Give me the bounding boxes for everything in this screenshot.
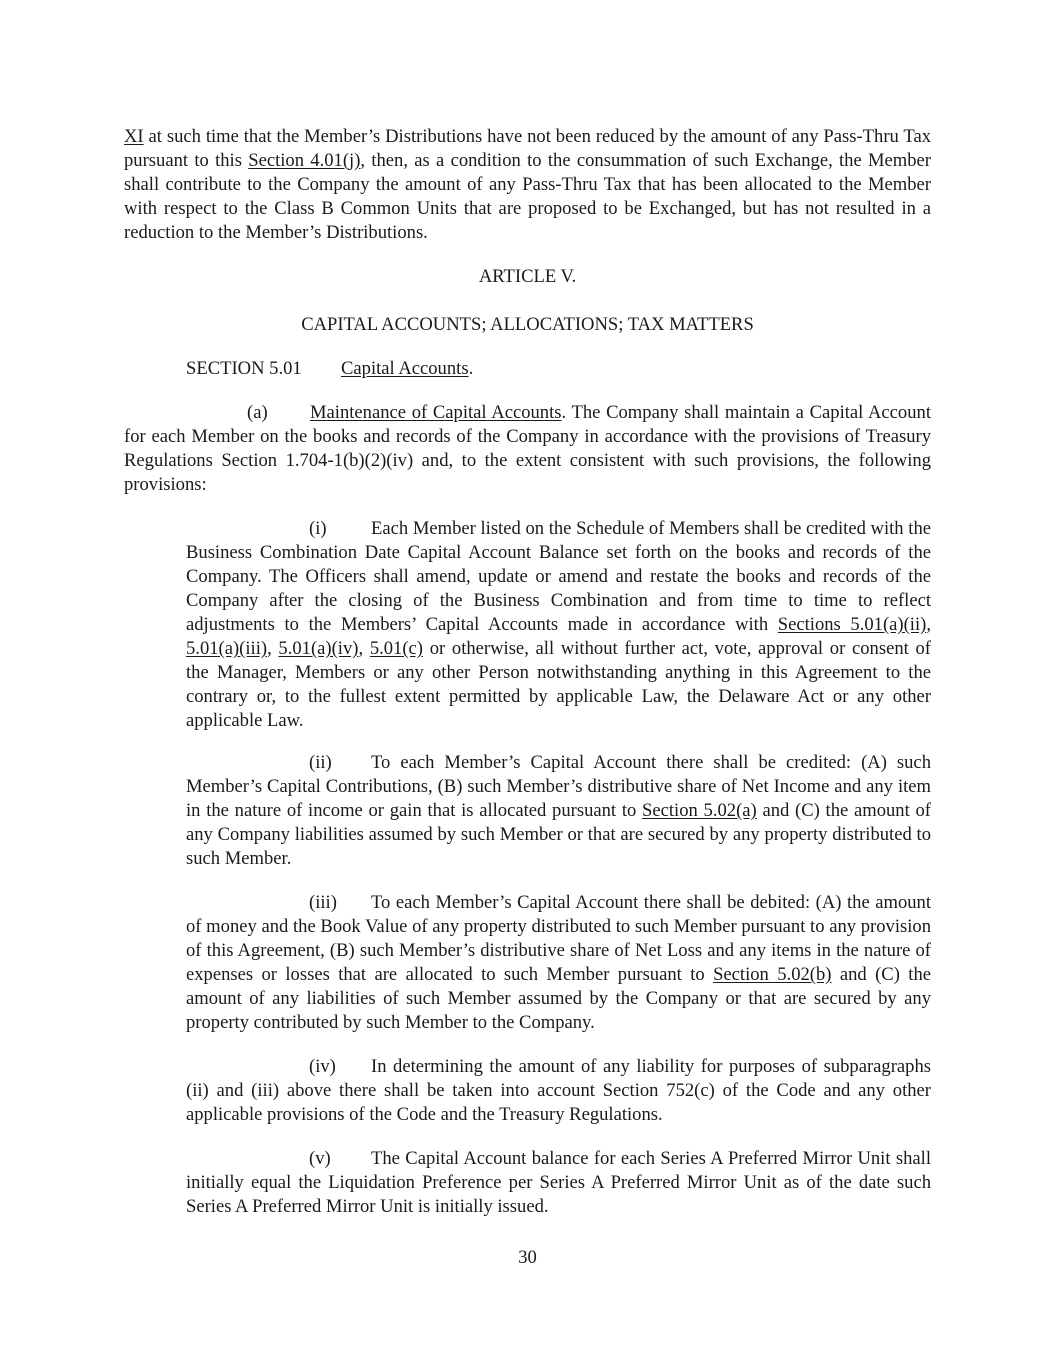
subparagraph-ii-text-b: and (C) the amount of any Company liabilities assumed by such Member or that are secured by any property distributed to such Member. bbox=[186, 800, 931, 869]
section-5-01-a-iii-reference[interactable]: 5.01(a)(iii) bbox=[186, 638, 268, 659]
section-5-02-b-reference[interactable]: Section 5.02(b) bbox=[713, 964, 832, 985]
article-xi-reference[interactable]: XI bbox=[124, 126, 144, 147]
section-4-01-j-reference[interactable]: Section 4.01(j) bbox=[248, 150, 361, 171]
subparagraph-i bbox=[186, 517, 931, 733]
page-number: 30 bbox=[518, 1247, 537, 1268]
section-number: SECTION 5.01 bbox=[186, 358, 302, 379]
subparagraph-v-text: The Capital Account balance for each Series A Preferred Mirror Unit shall initially equal the Liquidation Preference per Series A Preferred Mirror Unit as of the date such Series A Preferred Mirror Unit is initially issued. bbox=[186, 1148, 931, 1217]
subparagraph-ii-text-a: To each Member’s Capital Account there shall be credited: (A) such Member’s Capital Contributions, (B) such Member’s distributive share of Net Income and any item in the nature of income or gain that is allocated pursuant to bbox=[186, 752, 931, 821]
subparagraph-iii-text-a: To each Member’s Capital Account there shall be debited: (A) the amount of money and the Book Value of any property distributed to such Member pursuant to any provision of this Agreement, (B) such Member’s distributive share of Net Loss and any items in the nature of expenses or losses that are allocated to such Member pursuant to bbox=[186, 892, 931, 985]
article-number: ARTICLE V. bbox=[478, 266, 577, 287]
paragraph-a-heading: Maintenance of Capital Accounts bbox=[310, 402, 562, 423]
continuation-text-a: at such time that the Member’s Distributions have not been reduced by the amount of any Pass-Thru Tax pursuant to this bbox=[124, 126, 931, 171]
section-title: Capital Accounts bbox=[341, 358, 469, 379]
continuation-paragraph bbox=[124, 125, 931, 245]
separator: , bbox=[358, 638, 370, 659]
subparagraph-i-text-b: or otherwise, all without further act, vote, approval or consent of the Manager, Members or any other Person notwithstanding anything in this Agreement to the contrary or, to the fullest extent permitted by applicable Law, the Delaware Act or any other applicable Law. bbox=[186, 638, 932, 731]
section-5-01-a-iv-reference[interactable]: 5.01(a)(iv) bbox=[278, 638, 359, 659]
section-5-01-a-ii-reference[interactable]: Sections 5.01(a)(ii) bbox=[777, 614, 927, 635]
separator: , bbox=[267, 638, 279, 659]
subparagraph-iv bbox=[186, 1055, 931, 1127]
subparagraph-v bbox=[186, 1147, 931, 1219]
subparagraph-i-label: (i) bbox=[309, 518, 327, 539]
subparagraph-iv-label: (iv) bbox=[309, 1056, 336, 1077]
subparagraph-i-text-a: Each Member listed on the Schedule of Members shall be credited with the Business Combination Date Capital Account Balance set forth on the books and records of the Company. The Officers shall amend, update or amend and restate the books and records of the Company after the closing of the Business Combination and from time to time to reflect adjustments to the Members’ Capital Accounts made in accordance with bbox=[186, 518, 931, 635]
paragraph-a-text: . The Company shall maintain a Capital Account for each Member on the books and records of the Company in accordance with the provisions of Treasury Regulations Section 1.704-1(b)(2)(iv) and, to the extent consistent with such provisions, the following provisions: bbox=[124, 402, 931, 495]
separator: , bbox=[926, 614, 931, 635]
subparagraph-iii-text-b: and (C) the amount of any liabilities of such Member assumed by the Company or that are secured by any property contributed by such Member to the Company. bbox=[186, 964, 931, 1033]
paragraph-a bbox=[124, 401, 931, 497]
article-title: CAPITAL ACCOUNTS; ALLOCATIONS; TAX MATTERS bbox=[301, 314, 754, 335]
section-5-01-c-reference[interactable]: 5.01(c) bbox=[369, 638, 423, 659]
continuation-text-b: , then, as a condition to the consummation of such Exchange, the Member shall contribute to the Company the amount of any Pass-Thru Tax that has been allocated to the Member with respect to the Class B Common Units that are proposed to be Exchanged, but has not resulted in a reduction to the Member’s Distributions. bbox=[124, 150, 932, 243]
section-title-period: . bbox=[468, 358, 474, 379]
subparagraph-ii-label: (ii) bbox=[309, 752, 332, 773]
section-heading bbox=[186, 357, 473, 381]
subparagraph-iii bbox=[186, 891, 931, 1035]
paragraph-a-label: (a) bbox=[247, 402, 268, 423]
subparagraph-iii-label: (iii) bbox=[309, 892, 337, 913]
section-5-02-a-reference[interactable]: Section 5.02(a) bbox=[642, 800, 757, 821]
subparagraph-v-label: (v) bbox=[309, 1148, 331, 1169]
subparagraph-ii bbox=[186, 751, 931, 871]
subparagraph-iv-text: In determining the amount of any liability for purposes of subparagraphs (ii) and (iii) above there shall be taken into account Section 752(c) of the Code and any other applicable provisions of the Code and the Treasury Regulations. bbox=[186, 1056, 931, 1125]
